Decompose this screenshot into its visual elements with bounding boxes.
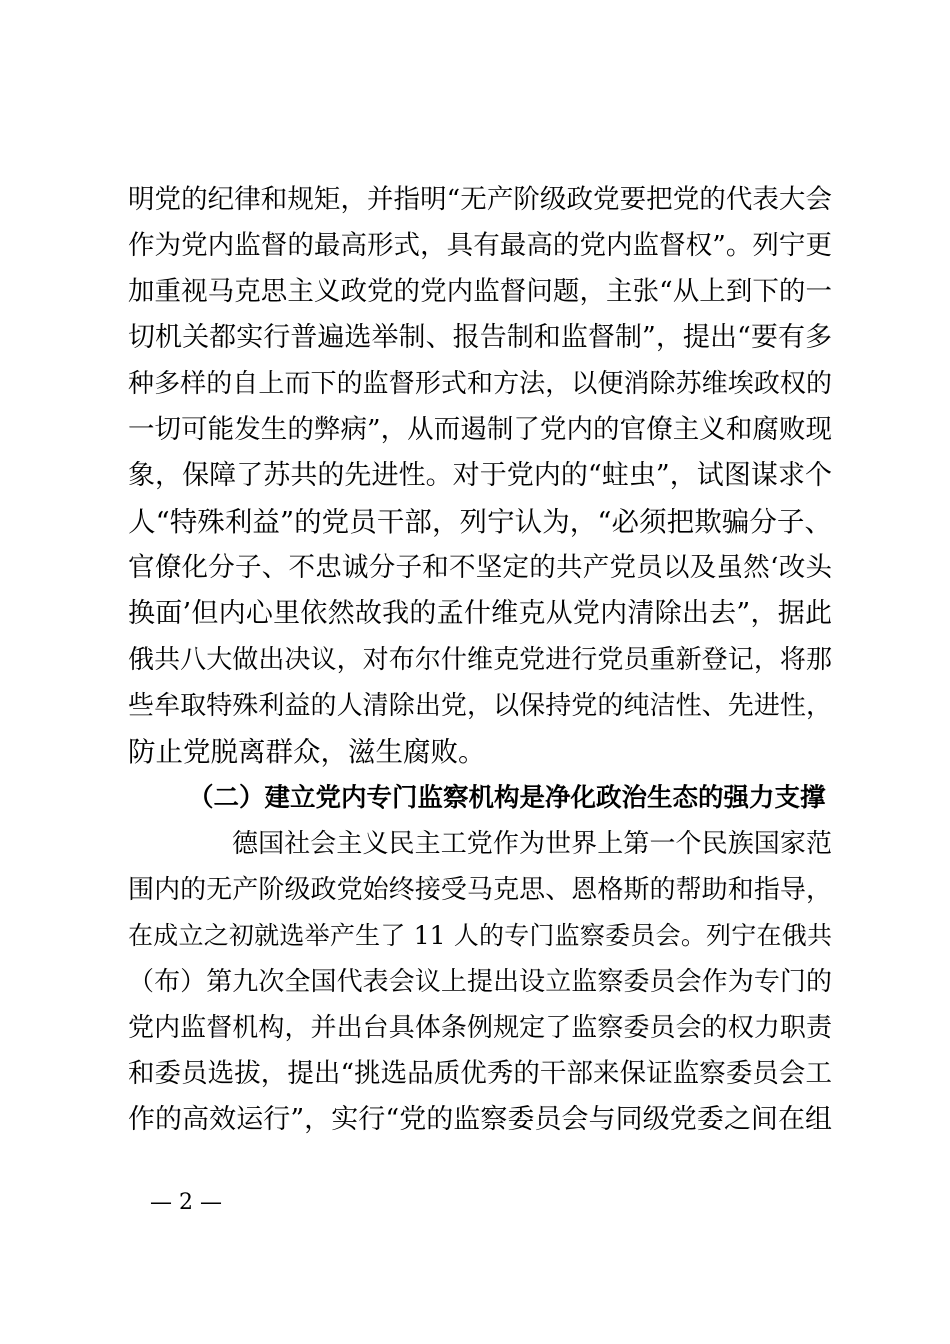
text-line: 俄共八大做出决议，对布尔什维克党进行党员重新登记，将那 [128,645,832,675]
text-line: 切机关都实行普遍选举制、报告制和监督制”，提出“要有多 [128,322,832,353]
section-heading: （二）建立党内专门监察机构是净化政治生态的强力支撑 [188,783,826,813]
text-line: 作为党内监督的最高形式，具有最高的党内监督权”。列宁更 [128,230,832,261]
text-line: 明党的纪律和规矩，并指明“无产阶级政党要把党的代表大会 [128,184,832,215]
text-line: 换面’但内心里依然故我的孟什维克从党内清除出去”，据此 [128,598,832,629]
text-line: （布）第九次全国代表会议上提出设立监察委员会作为专门的 [128,967,832,997]
text-line: 人“特殊利益”的党员干部，列宁认为，“必须把欺骗分子、 [128,506,832,538]
text-line: 防止党脱离群众，滋生腐败。 [128,736,486,768]
text-line: 一切可能发生的弊病”，从而遏制了党内的官僚主义和腐败现 [128,414,832,445]
text-line: 些牟取特殊利益的人清除出党，以保持党的纯洁性、先进性， [128,691,832,721]
text-line: 在成立之初就选举产生了 11 人的专门监察委员会。列宁在俄共 [128,921,832,950]
text-line: 围内的无产阶级政党始终接受马克思、恩格斯的帮助和指导， [128,875,832,905]
text-line: 象，保障了苏共的先进性。对于党内的“蛀虫”，试图谋求个 [128,460,832,491]
page-number: — 2 — [150,1190,222,1215]
text-line: 德国社会主义民主工党作为世界上第一个民族国家范 [232,829,832,859]
text-line: 官僚化分子、不忠诚分子和不坚定的共产党员以及虽然‘改头 [128,552,832,583]
text-line: 党内监督机构，并出台具体条例规定了监察委员会的权力职责 [128,1013,832,1043]
text-line: 种多样的自上而下的监督形式和方法，以便消除苏维埃政权的 [128,369,832,399]
text-line: 和委员选拔，提出“挑选品质优秀的干部来保证监察委员会工 [128,1058,832,1089]
text-line: 作的高效运行”，实行“党的监察委员会与同级党委之间在组 [128,1104,832,1135]
text-line: 加重视马克思主义政党的党内监督问题，主张“从上到下的一 [128,276,832,307]
